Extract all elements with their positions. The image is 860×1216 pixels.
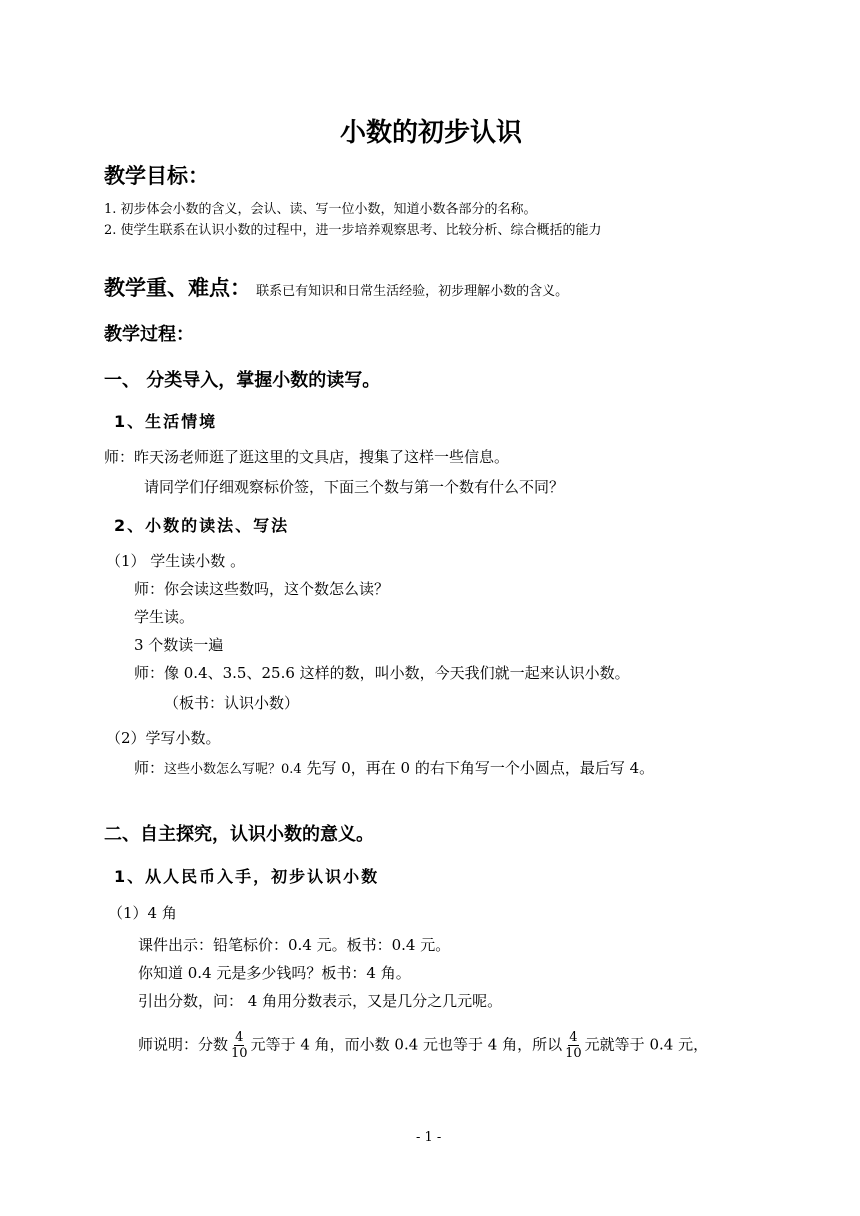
part1-sub2-step1: （1） 学生读小数 。 (106, 552, 246, 570)
explain-part-1: 师说明：分数 (138, 1035, 229, 1054)
objective-item-2: 2. 使学生联系在认识小数的过程中，进一步培养观察思考、比较分析、综合概括的能力 (104, 223, 602, 238)
key-points-heading: 教学重、难点： (104, 276, 251, 300)
part2-sub1-heading: 1、从人民币入手，初步认识小数 (114, 867, 380, 886)
part2-explain-line (138, 1030, 708, 1061)
fraction-numerator: 4 (235, 1030, 244, 1045)
part2-sub1-line3: 引出分数，问： 4 角用分数表示，又是几分之几元呢。 (138, 992, 503, 1010)
part2-sub1-step1: （1）4 角 (108, 904, 177, 922)
writing-line-rest: 先写 0，再在 0 的右下角写一个小圆点，最后写 4。 (301, 759, 655, 777)
explain-part-2: 元等于 4 角，而小数 0.4 元也等于 4 角，所以 (250, 1035, 563, 1054)
writing-line-prefix: 师： (134, 759, 165, 777)
part1-sub1-line1: 师：昨天汤老师逛了逛这里的文具店，搜集了这样一些信息。 (104, 448, 510, 466)
part1-sub2-writing-line (134, 757, 654, 778)
fraction-four-tenths-2 (564, 1030, 583, 1061)
fraction-numerator-2: 4 (569, 1030, 578, 1045)
part1-sub2-read-all: 3 个数读一遍 (134, 636, 224, 654)
page-number: - 1 - (416, 1130, 442, 1145)
part1-heading: 一、 分类导入，掌握小数的读写。 (104, 370, 381, 391)
part1-sub1-heading: 1、生活情境 (114, 412, 218, 431)
writing-line-small-text: 这些小数怎么写呢？0.4 (164, 762, 302, 777)
objectives-heading: 教学目标： (104, 164, 209, 188)
process-heading: 教学过程： (104, 324, 194, 345)
part1-sub2-board-note: （板书：认识小数） (164, 694, 300, 712)
key-points-text: 联系已有知识和日常生活经验，初步理解小数的含义。 (256, 284, 569, 299)
part2-sub1-line1: 课件出示：铅笔标价：0.4 元。板书：0.4 元。 (138, 936, 451, 954)
objective-item-1: 1. 初步体会小数的含义，会认、读、写一位小数，知道小数各部分的名称。 (104, 202, 537, 217)
part1-sub2-heading: 2、小数的读法、写法 (114, 516, 290, 535)
fraction-four-tenths (230, 1030, 249, 1061)
key-points-line (104, 272, 568, 302)
part1-sub2-step2: （2）学写小数。 (106, 729, 221, 747)
part1-sub2-answer: 学生读。 (134, 608, 195, 626)
part1-sub2-question: 师：你会读这些数吗，这个数怎么读？ (134, 580, 390, 598)
part2-heading: 二、自主探究，认识小数的意义。 (104, 824, 374, 845)
part1-sub2-teacher-line: 师：像 0.4、3.5、25.6 这样的数，叫小数，今天我们就一起来认识小数。 (134, 664, 630, 682)
explain-part-3: 元就等于 0.4 元， (584, 1035, 709, 1054)
fraction-denominator: 10 (231, 1046, 248, 1061)
part2-sub1-line2: 你知道 0.4 元是多少钱吗？板书：4 角。 (138, 964, 411, 982)
part1-sub1-line2: 请同学们仔细观察标价签，下面三个数与第一个数有什么不同？ (144, 478, 565, 496)
document-title: 小数的初步认识 (340, 118, 523, 148)
fraction-denominator-2: 10 (565, 1046, 582, 1061)
